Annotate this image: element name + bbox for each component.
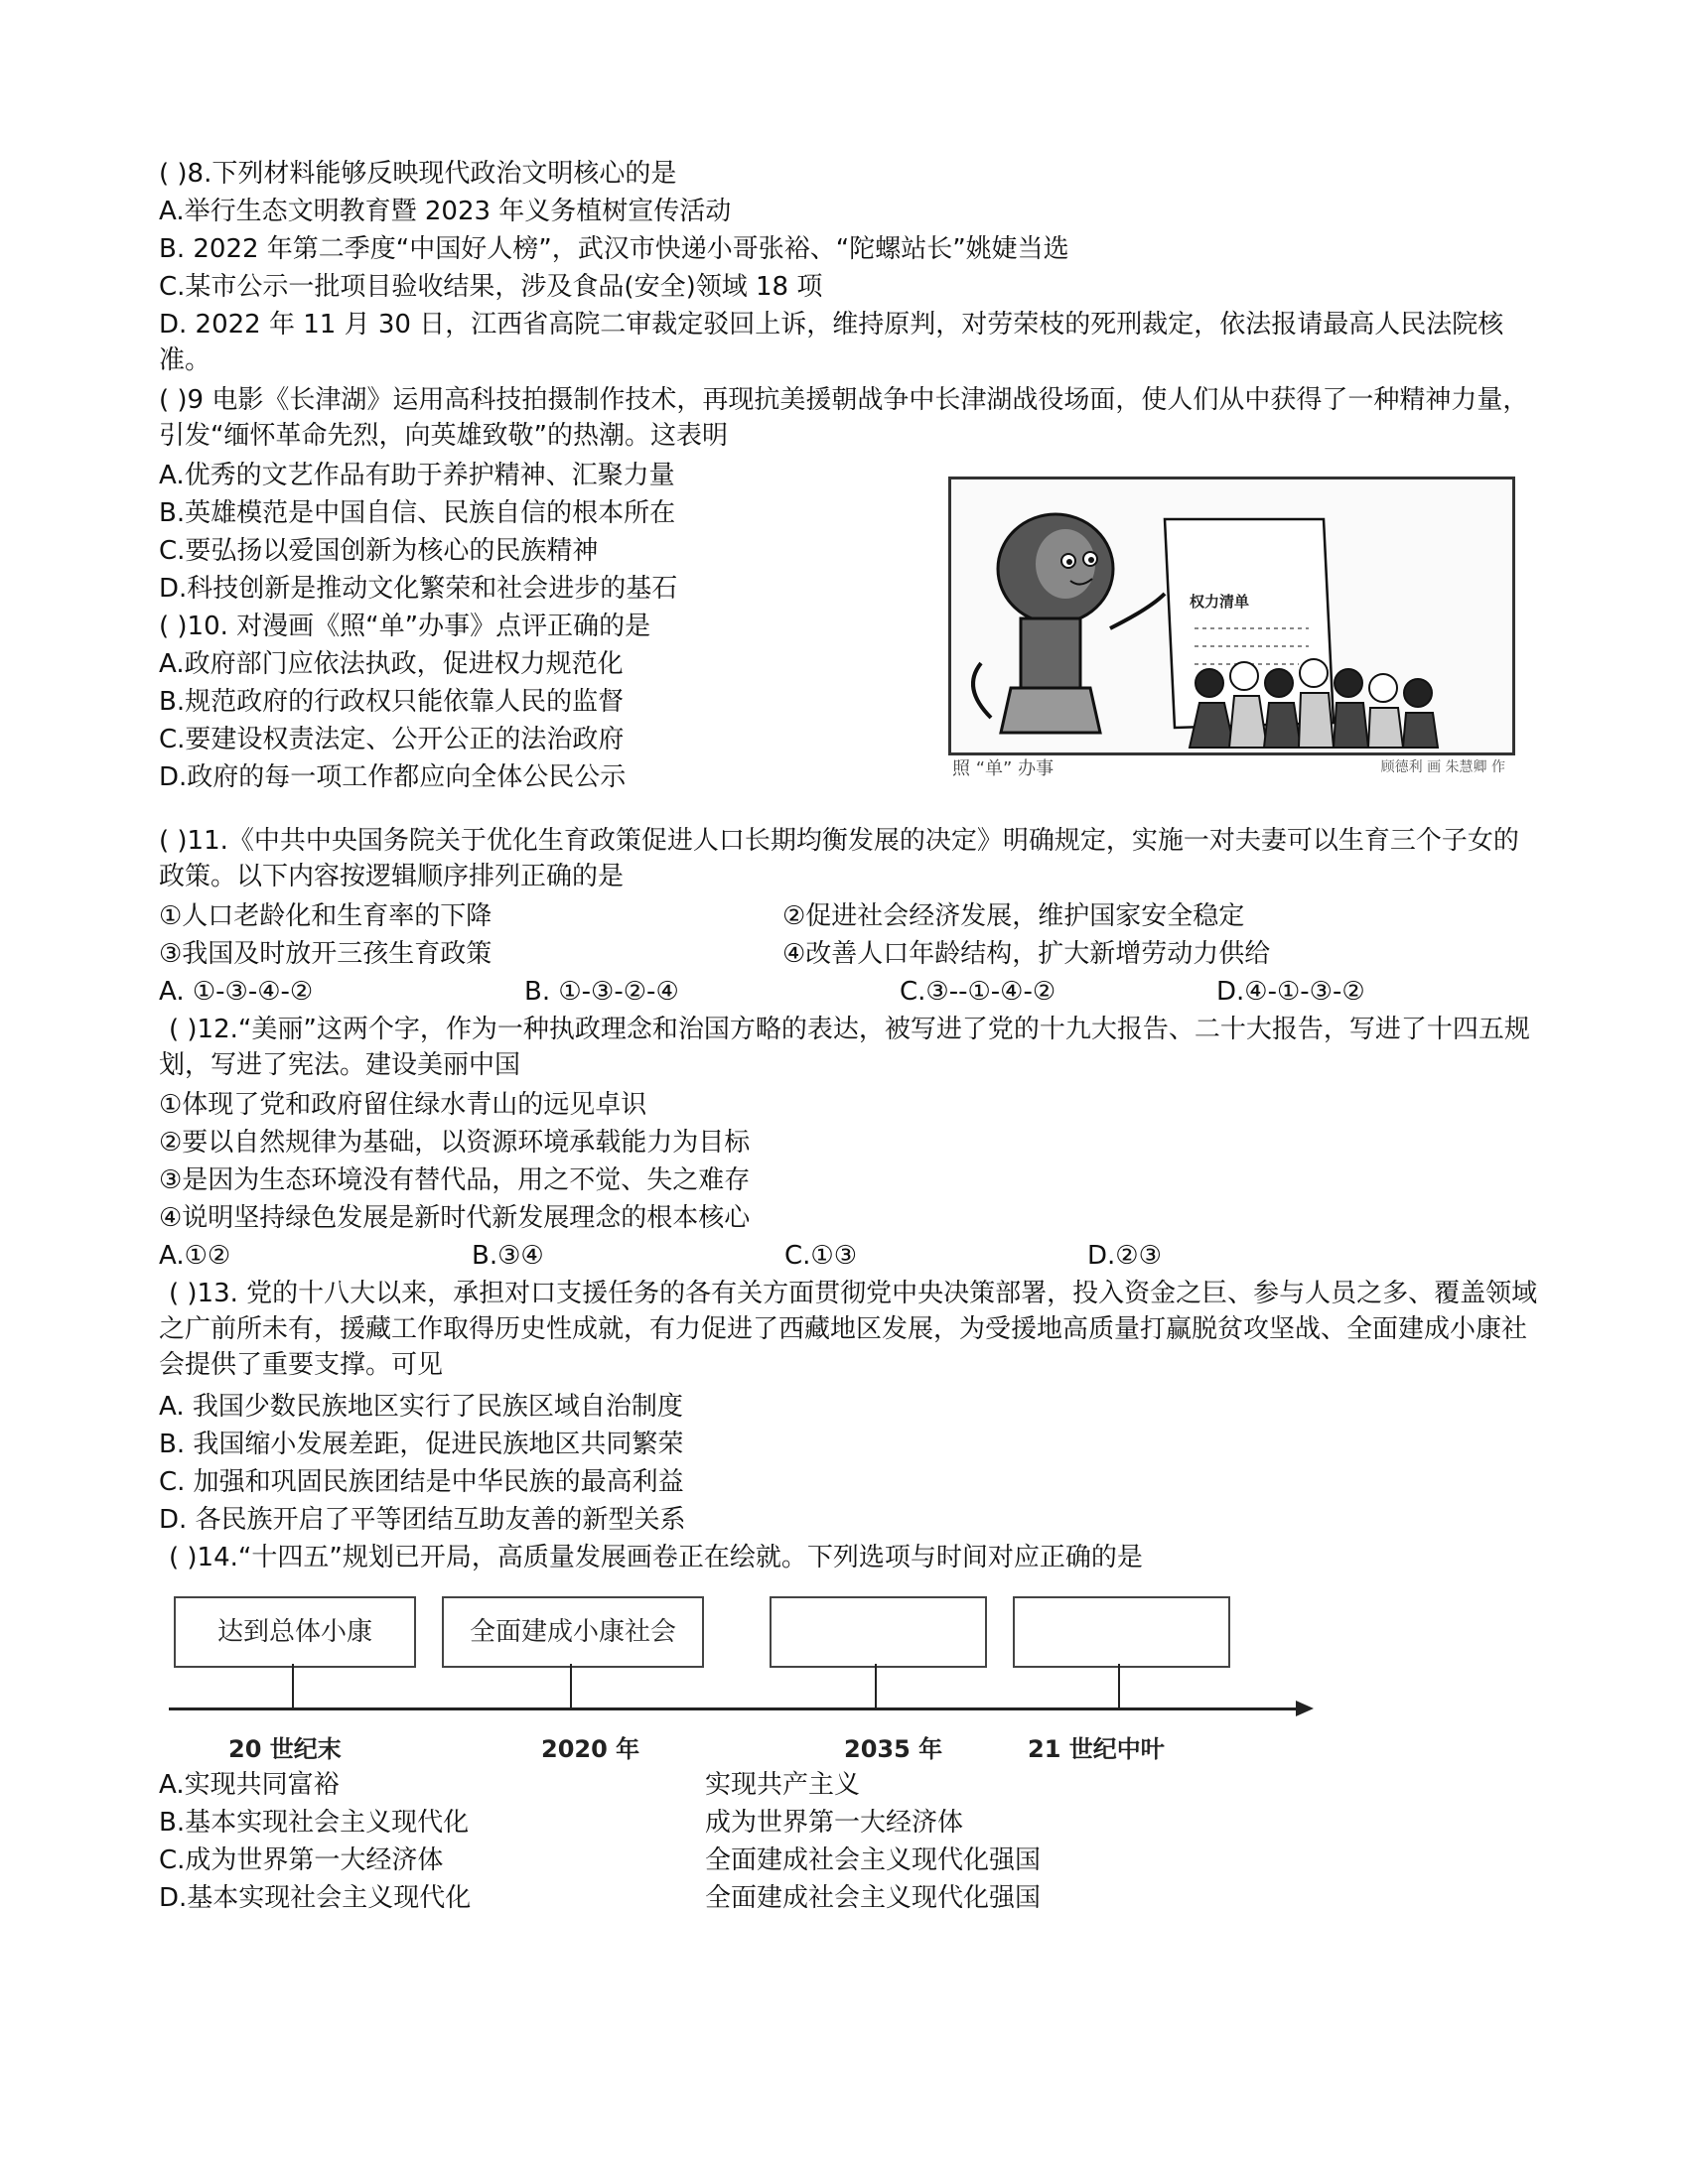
timeline-box-2: 全面建成小康社会: [442, 1596, 704, 1668]
q11-option-d: D.④-①-③-②: [1216, 977, 1365, 1007]
q13-option-b: B. 我国缩小发展差距，促进民族地区共同繁荣: [159, 1430, 684, 1459]
timeline-axis: [169, 1707, 1301, 1710]
q11-option-a: A. ①-③-④-②: [159, 977, 314, 1007]
q13-stem: ( )13. 党的十八大以来，承担对口支援任务的各有关方面贯彻党中央决策部署，投入资金之巨、参与人员之多、覆盖领域之广前所未有，援藏工作取得历史性成就，有力促进了西藏地区发展，为受援地高质量打赢脱贫攻坚战、全面建成小康社会提供了重要支撑。可见: [159, 1279, 1538, 1380]
q12-item-2: ②要以自然规律为基础，以资源环境承载能力为目标: [159, 1128, 751, 1158]
q10-option-a: A.政府部门应依法执政，促进权力规范化: [159, 649, 624, 679]
q13-option-a: A. 我国少数民族地区实行了民族区域自治制度: [159, 1392, 683, 1422]
q11-item-2: ②促进社会经济发展，维护国家安全稳定: [782, 901, 1245, 931]
q12-option-d: D.②③: [1087, 1241, 1162, 1271]
q11-item-1: ①人口老龄化和生育率的下降: [159, 901, 492, 931]
timeline-label-3: 2035 年: [844, 1735, 943, 1763]
q8-option-c: C.某市公示一批项目验收结果，涉及食品(安全)领域 18 项: [159, 272, 823, 302]
q11-item-3: ③我国及时放开三孩生育政策: [159, 939, 492, 969]
q9-option-a: A.优秀的文艺作品有助于养护精神、汇聚力量: [159, 461, 675, 490]
q12-option-b: B.③④: [472, 1241, 544, 1271]
q10-option-c: C.要建设权责法定、公开公正的法治政府: [159, 725, 625, 754]
q12-option-c: C.①③: [784, 1241, 858, 1271]
cartoon-frame: [948, 477, 1515, 755]
q8-option-a: A.举行生态文明教育暨 2023 年义务植树宣传活动: [159, 197, 732, 226]
q9-option-b: B.英雄模范是中国自信、民族自信的根本所在: [159, 498, 676, 528]
q9-stem: ( )9 电影《长津湖》运用高科技拍摄制作技术，再现抗美援朝战争中长津湖战役场面，使人们从中获得了一种精神力量，引发“缅怀革命先烈，向英雄致敬”的热潮。这表明: [159, 385, 1529, 451]
q9-option-d: D.科技创新是推动文化繁荣和社会进步的基石: [159, 574, 678, 604]
timeline-tick-1: [292, 1664, 294, 1709]
timeline-label-4: 21 世纪中叶: [1028, 1735, 1165, 1763]
q11-option-c: C.③--①-④-②: [900, 977, 1056, 1007]
cartoon-document-title: 权力清单: [1190, 593, 1250, 611]
q10-stem: ( )10. 对漫画《照“单”办事》点评正确的是: [159, 612, 651, 641]
timeline-label-1: 20 世纪末: [228, 1735, 342, 1763]
timeline-box-1: 达到总体小康: [174, 1596, 416, 1668]
q12-item-3: ③是因为生态环境没有替代品，用之不觉、失之难存: [159, 1165, 751, 1195]
timeline-box-3: [770, 1596, 987, 1668]
q12-option-a: A.①②: [159, 1241, 231, 1271]
q14-option-c-right: 全面建成社会主义现代化强国: [705, 1845, 1042, 1875]
timeline-tick-2: [570, 1664, 572, 1709]
q12-item-4: ④说明坚持绿色发展是新时代新发展理念的根本核心: [159, 1203, 751, 1233]
q10-option-d: D.政府的每一项工作都应向全体公民公示: [159, 762, 627, 792]
q12-item-1: ①体现了党和政府留住绿水青山的远见卓识: [159, 1090, 647, 1120]
q11-stem: ( )11.《中共中央国务院关于优化生育政策促进人口长期均衡发展的决定》明确规定，实施一对夫妻可以生育三个子女的政策。以下内容按逻辑顺序排列正确的是: [159, 826, 1519, 891]
q8-option-b: B. 2022 年第二季度“中国好人榜”，武汉市快递小哥张裕、“陀螺站长”姚婕当选: [159, 234, 1069, 264]
q14-stem: ( )14.“十四五”规划已开局，高质量发展画卷正在绘就。下列选项与时间对应正确的是: [169, 1543, 1143, 1572]
q13-option-d: D. 各民族开启了平等团结互助友善的新型关系: [159, 1505, 686, 1535]
cartoon-figure: [948, 477, 1519, 779]
q14-option-c-left: C.成为世界第一大经济体: [159, 1845, 444, 1875]
q14-option-b-right: 成为世界第一大经济体: [705, 1808, 964, 1838]
q10-option-b: B.规范政府的行政权只能依靠人民的监督: [159, 687, 625, 717]
cartoon-author: 顾德利 画 朱慧卿 作: [1380, 759, 1505, 775]
q11-item-4: ④改善人口年龄结构，扩大新增劳动力供给: [782, 939, 1271, 969]
q12-stem: ( )12.“美丽”这两个字，作为一种执政理念和治国方略的表达，被写进了党的十九大报告、二十大报告，写进了十四五规划，写进了宪法。建设美丽中国: [159, 1015, 1530, 1080]
q14-option-a-right: 实现共产主义: [705, 1770, 861, 1800]
q11-option-b: B. ①-③-②-④: [524, 977, 679, 1007]
timeline-label-2: 2020 年: [541, 1735, 640, 1763]
cartoon-illustration: [951, 479, 1512, 752]
q14-option-b-left: B.基本实现社会主义现代化: [159, 1808, 470, 1838]
q8-option-d: D. 2022 年 11 月 30 日，江西省高院二审裁定驳回上诉，维持原判，对劳荣枝的死刑裁定，依法报请最高人民法院核准。: [159, 310, 1504, 375]
q14-option-d-right: 全面建成社会主义现代化强国: [705, 1883, 1042, 1913]
q8-stem: ( )8.下列材料能够反映现代政治文明核心的是: [159, 159, 677, 189]
q14-option-a-left: A.实现共同富裕: [159, 1770, 340, 1800]
q14-timeline: [159, 1569, 1311, 1762]
cartoon-caption: 照 “单” 办事: [952, 758, 1055, 779]
q9-option-c: C.要弘扬以爱国创新为核心的民族精神: [159, 536, 599, 566]
timeline-arrow-icon: [1296, 1701, 1314, 1716]
q13-option-c: C. 加强和巩固民族团结是中华民族的最高利益: [159, 1467, 684, 1497]
timeline-tick-4: [1118, 1664, 1120, 1709]
timeline-tick-3: [875, 1664, 877, 1709]
timeline-box-4: [1013, 1596, 1230, 1668]
q14-option-d-left: D.基本实现社会主义现代化: [159, 1883, 472, 1913]
